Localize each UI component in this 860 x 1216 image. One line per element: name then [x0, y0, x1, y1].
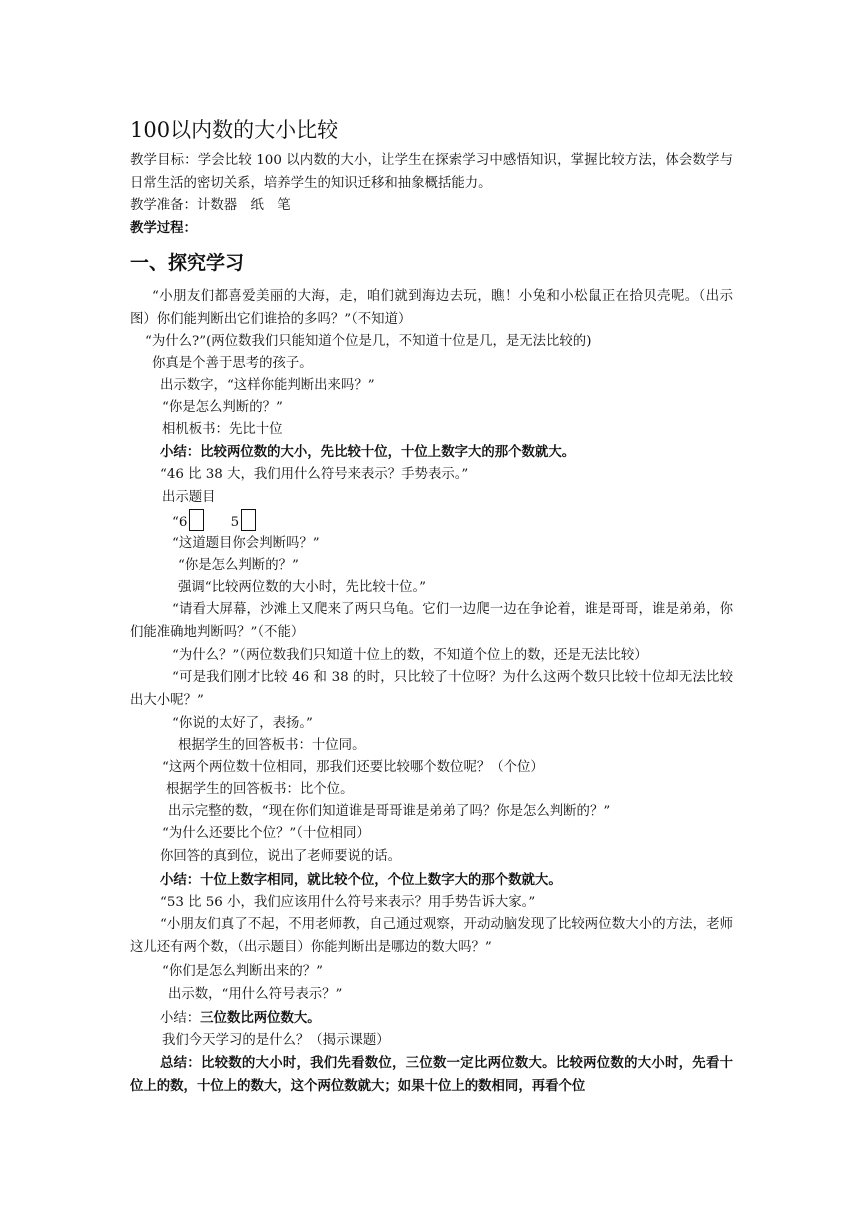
- text-line: 你真是个善于思考的孩子。: [152, 356, 313, 371]
- text-line: “这两个两位数十位相同，那我们还要比较哪个数位呢？（个位）: [162, 760, 544, 775]
- final-summary: 总结：比较数的大小时，我们先看数位，三位数一定比两位数大。比较两位数的大小时，先看十位上的数，十位上的数大，这个两位数就大；如果十位上的数相同，再看个位: [130, 1055, 733, 1094]
- exercise-first-digit: “6: [172, 515, 188, 530]
- text-line: “46 比 38 大，我们用什么符号来表示？手势表示。”: [160, 467, 469, 482]
- text-line: “你是怎么判断的？”: [162, 400, 283, 415]
- text-line: 根据学生的回答板书：比个位。: [166, 782, 354, 797]
- text-line: 相机板书：先比十位: [162, 422, 283, 437]
- summary-line: 小结：十位上数字相同，就比较个位，个位上数字大的那个数就大。: [160, 872, 562, 888]
- text-line: 根据学生的回答板书：十位同。: [178, 738, 366, 753]
- text-line: 出示数，“用什么符号表示？”: [168, 987, 343, 1002]
- text-line: “这道题目你会判断吗？”: [172, 536, 320, 551]
- summary-text: 三位数比两位数大。: [200, 1010, 321, 1026]
- teaching-process-label: 教学过程：: [130, 220, 197, 236]
- exercise-line: [172, 509, 256, 534]
- page-title: 100以内数的大小比较: [130, 118, 339, 142]
- turtles-paragraph: “请看大屏幕，沙滩上又爬来了两只乌龟。它们一边爬一边在争论着，谁是哥哥，谁是弟弟，你们能准确地判断吗？”（不能）: [130, 602, 733, 640]
- teaching-objective: 教学目标：学会比较 100 以内数的大小，让学生在探索学习中感悟知识，掌握比较方法，体会数学与日常生活的密切关系，培养学生的知识迁移和抽象概括能力。: [130, 153, 733, 191]
- text-line: 出示题目: [162, 490, 216, 505]
- summary-line: [160, 1007, 321, 1030]
- teaching-preparation: 教学准备：计数器 纸 笔: [130, 198, 291, 213]
- text-line: 我们今天学习的是什么？（揭示课题）: [162, 1033, 390, 1048]
- text-line: “为什么？”（两位数我们只知道十位上的数，不知道个位上的数，还是无法比较）: [172, 648, 648, 663]
- text-line: 你回答的真到位，说出了老师要说的话。: [160, 849, 402, 864]
- answer-box: [189, 509, 204, 531]
- text-line: 出示数字，“这样你能判断出来吗？”: [160, 378, 375, 393]
- summary-line: 小结：比较两位数的大小，先比较十位，十位上数字大的那个数就大。: [160, 444, 576, 460]
- intro-paragraph: “小朋友们都喜爱美丽的大海，走，咱们就到海边去玩，瞧！小兔和小松鼠正在拾贝壳呢。（出示图）你们能判断出它们谁拾的多吗？”（不知道）: [130, 289, 733, 327]
- answer-box: [241, 509, 256, 531]
- text-line: “你是怎么判断的？”: [178, 558, 299, 573]
- text-line: “你们是怎么判断出来的？”: [162, 964, 323, 979]
- text-line: “53 比 56 小，我们应该用什么符号来表示？用手势告诉大家。”: [160, 895, 536, 910]
- section-heading: 一、探究学习: [130, 252, 245, 274]
- text-line: “为什么?”(两位数我们只能知道个位是几，不知道十位是几，是无法比较的): [145, 334, 592, 349]
- text-line: 出示完整的数，“现在你们知道谁是哥哥谁是弟弟了吗？你是怎么判断的？”: [168, 804, 611, 819]
- teacher-paragraph: “小朋友们真了不起，不用老师教，自己通过观察，开动动脑发现了比较两位数大小的方法，老师这儿还有两个数，（出示题目）你能判断出是哪边的数大吗？”: [130, 917, 733, 955]
- summary-label: 小结：: [160, 1011, 201, 1026]
- comparison-paragraph: “可是我们刚才比较 46 和 38 的时，只比较了十位呀？为什么这两个数只比较十位却无法比较出大小呢？”: [130, 670, 733, 708]
- text-line: 强调“比较两位数的大小时，先比较十位。”: [178, 580, 427, 595]
- text-line: “为什么还要比个位？”（十位相同）: [162, 826, 370, 841]
- exercise-second-digit: 5: [230, 515, 240, 530]
- text-line: “你说的太好了，表扬。”: [172, 716, 313, 731]
